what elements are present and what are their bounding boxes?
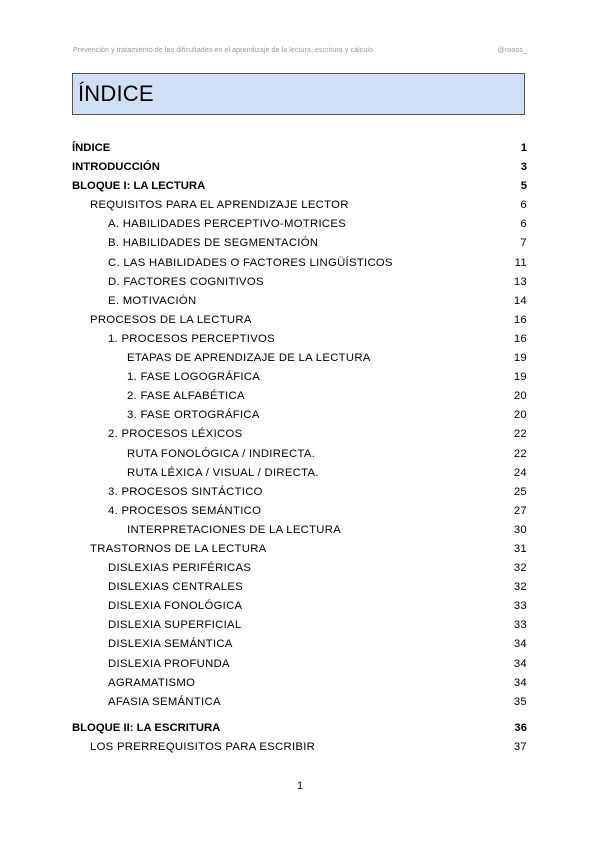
toc-entry-title: ÍNDICE: [72, 142, 111, 154]
toc-entry-page: 32: [513, 581, 527, 594]
toc-entry[interactable]: [72, 619, 527, 638]
toc-entry-title: 3. PROCESOS SINTÁCTICO: [108, 485, 263, 498]
running-header: [73, 47, 527, 54]
toc-entry-page: 30: [513, 523, 527, 536]
toc-entry-page: 31: [513, 542, 527, 555]
toc-entry[interactable]: [72, 199, 527, 218]
toc-entry-title: 4. PROCESOS SEMÁNTICO: [108, 504, 262, 517]
toc-entry-title: DISLEXIA PROFUNDA: [108, 657, 230, 670]
toc-entry-title: BLOQUE I: LA LECTURA: [72, 180, 206, 193]
toc-entry-title: RUTA FONOLÓGICA / INDIRECTA.: [127, 447, 316, 460]
toc-entry-page: 13: [513, 275, 527, 288]
toc-entry[interactable]: [72, 276, 527, 295]
toc-entry[interactable]: [72, 295, 527, 314]
index-title-box: [72, 73, 525, 115]
toc-entry-title: 2. PROCESOS LÉXICOS: [108, 428, 243, 441]
toc-entry-page: 22: [513, 447, 527, 460]
toc-entry-title: A. HABILIDADES PERCEPTIVO-MOTRICES: [108, 218, 347, 231]
toc-entry-title: C. LAS HABILIDADES O FACTORES LINGÜÍSTICOS: [108, 256, 393, 269]
toc-entry[interactable]: [72, 722, 527, 741]
toc-entry-title: 2. FASE ALFABÉTICA: [127, 390, 245, 403]
toc-entry-page: 19: [513, 352, 527, 365]
toc-entry-page: 20: [513, 390, 527, 403]
toc-entry-page: 33: [513, 619, 527, 632]
toc-entry-page: 3: [520, 161, 527, 174]
header-right: @rooos_: [497, 47, 527, 54]
toc-entry-page: 32: [513, 562, 527, 575]
toc-entry[interactable]: [72, 218, 527, 237]
toc-entry[interactable]: [72, 409, 527, 428]
toc-entry-title: E. MOTIVACIÓN: [108, 294, 197, 307]
toc-entry-title: B. HABILIDADES DE SEGMENTACIÓN: [108, 237, 319, 250]
toc-entry[interactable]: [72, 390, 527, 409]
toc-entry[interactable]: [72, 486, 527, 505]
toc-entry-title: 1. FASE LOGOGRÁFICA: [127, 371, 261, 384]
toc-entry-page: 20: [513, 409, 527, 422]
toc-entry[interactable]: [72, 314, 527, 333]
header-left: Prevención y tratamiento de las dificultades en el aprendizaje de la lectura, escritura y cálculo: [73, 47, 373, 54]
toc-entry-title: ETAPAS DE APRENDIZAJE DE LA LECTURA: [127, 352, 371, 365]
toc-entry-title: INTERPRETACIONES DE LA LECTURA: [127, 523, 342, 536]
toc-entry-page: 19: [513, 371, 527, 384]
toc-entry[interactable]: [72, 352, 527, 371]
toc-entry-title: LOS PRERREQUISITOS PARA ESCRIBIR: [90, 740, 316, 753]
toc-entry[interactable]: [72, 448, 527, 467]
toc-entry-page: 6: [520, 199, 527, 212]
toc-entry-title: AGRAMATISMO: [108, 676, 196, 689]
toc-entry-title: PROCESOS DE LA LECTURA: [90, 313, 252, 326]
toc-entry-title: DISLEXIA SEMÁNTICA: [108, 638, 233, 651]
toc-entry[interactable]: [72, 600, 527, 619]
toc-entry[interactable]: [72, 505, 527, 524]
toc-entry-page: 5: [520, 180, 527, 193]
toc-entry-title: RUTA LÉXICA / VISUAL / DIRECTA.: [127, 466, 319, 479]
toc-entry[interactable]: [72, 371, 527, 390]
toc-entry[interactable]: [72, 638, 527, 657]
toc-entry-page: 33: [513, 600, 527, 613]
toc-entry[interactable]: [72, 562, 527, 581]
toc-entry-page: 34: [513, 657, 527, 670]
toc-entry-page: 24: [513, 466, 527, 479]
toc-entry-page: 1: [520, 142, 527, 154]
toc-entry[interactable]: [72, 696, 527, 715]
toc-entry[interactable]: [72, 741, 527, 760]
page-title: ÍNDICE: [78, 81, 154, 106]
toc-entry-page: 11: [514, 256, 527, 269]
toc-entry-page: 7: [520, 237, 527, 250]
toc-entry[interactable]: [72, 237, 527, 256]
toc-entry[interactable]: [72, 677, 527, 696]
toc-entry[interactable]: [72, 467, 527, 486]
toc-entry-page: 34: [513, 638, 527, 651]
toc-entry[interactable]: [72, 524, 527, 543]
toc-entry-title: BLOQUE II: LA ESCRITURA: [72, 721, 221, 734]
toc-entry-page: 14: [513, 294, 527, 307]
toc-entry-page: 16: [513, 332, 527, 345]
toc-entry-page: 37: [513, 740, 527, 753]
table-of-contents: [72, 142, 527, 760]
toc-entry[interactable]: [72, 581, 527, 600]
toc-entry[interactable]: [72, 257, 527, 276]
toc-entry-title: INTRODUCCIÓN: [72, 161, 160, 174]
toc-entry-title: 1. PROCESOS PERCEPTIVOS: [108, 332, 275, 345]
toc-entry-title: 3. FASE ORTOGRÁFICA: [127, 409, 260, 422]
toc-entry-page: 27: [513, 504, 527, 517]
toc-entry[interactable]: [72, 180, 527, 199]
toc-entry[interactable]: [72, 142, 527, 161]
toc-entry-title: D. FACTORES COGNITIVOS: [108, 275, 264, 288]
toc-entry-title: DISLEXIA SUPERFICIAL: [108, 619, 242, 632]
toc-entry-page: 22: [513, 428, 527, 441]
toc-entry-title: TRASTORNOS DE LA LECTURA: [90, 542, 267, 555]
toc-entry-title: DISLEXIA FONOLÓGICA: [108, 600, 243, 613]
toc-entry[interactable]: [72, 428, 527, 447]
toc-entry-page: 34: [513, 676, 527, 689]
toc-entry[interactable]: [72, 333, 527, 352]
toc-entry[interactable]: [72, 161, 527, 180]
toc-entry[interactable]: [72, 543, 527, 562]
toc-entry-title: DISLEXIAS CENTRALES: [108, 581, 244, 594]
toc-entry-page: 35: [513, 695, 527, 708]
toc-entry-page: 16: [513, 313, 527, 326]
toc-entry-page: 36: [514, 721, 527, 734]
toc-entry[interactable]: [72, 658, 527, 677]
toc-entry-title: REQUISITOS PARA EL APRENDIZAJE LECTOR: [90, 199, 349, 212]
toc-entry-title: DISLEXIAS PERIFÉRICAS: [108, 562, 252, 575]
toc-entry-title: AFASIA SEMÁNTICA: [108, 695, 221, 708]
page-number: 1: [296, 780, 304, 792]
toc-entry-page: 6: [520, 218, 527, 231]
toc-entry-page: 25: [513, 485, 527, 498]
